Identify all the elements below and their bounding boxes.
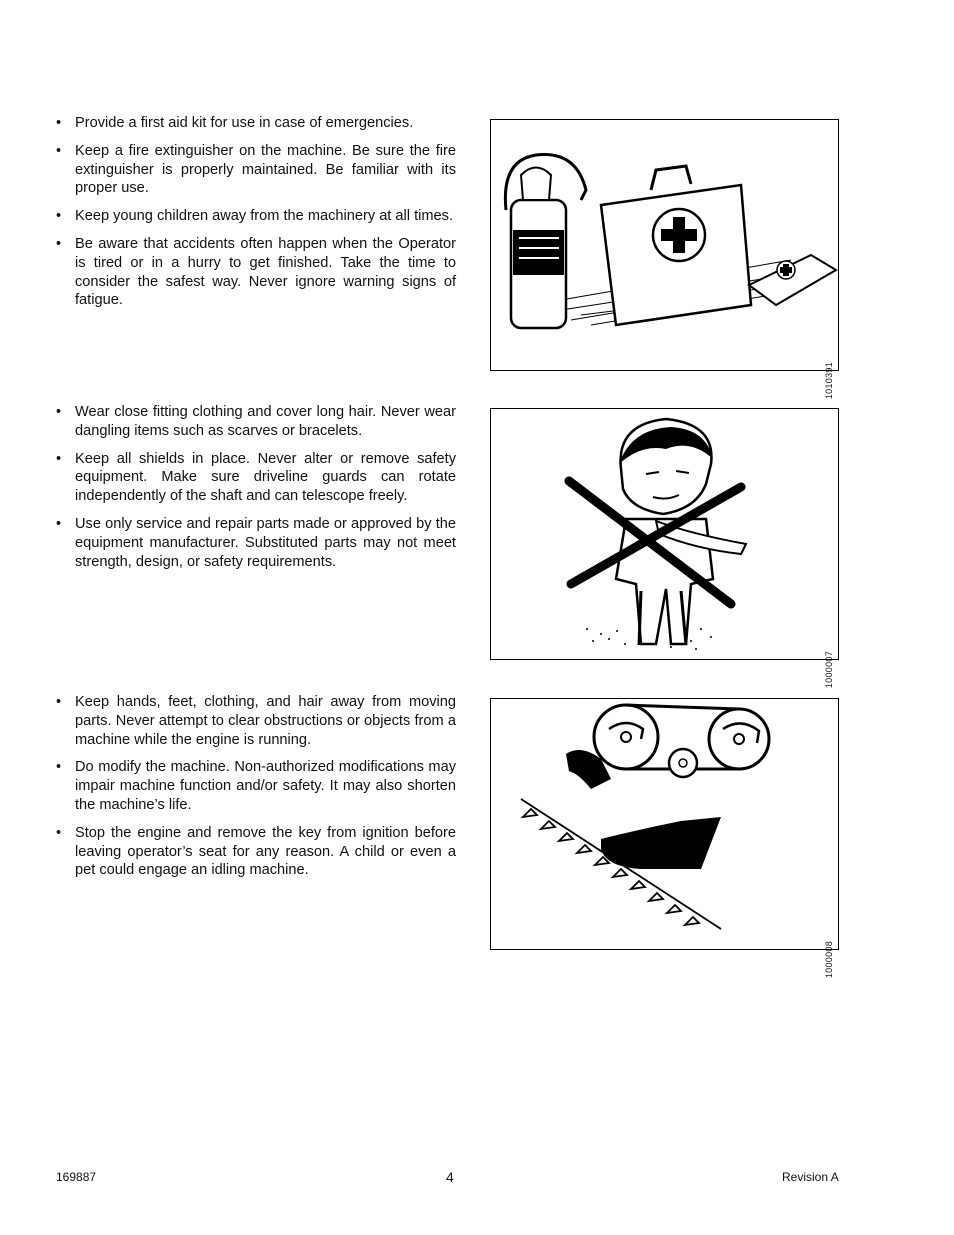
figure-id: 1000008	[824, 941, 834, 979]
bullet-item: • Keep young children away from the machinery at all times.	[56, 207, 456, 226]
revision-label: Revision A	[782, 1170, 839, 1184]
bullet-item: • Use only service and repair parts made or approved by the equipment manufacturer. Substituted parts may not meet strength, design, or safety requirements.	[56, 515, 456, 571]
first-aid-kit-illustration	[490, 119, 839, 400]
safety-section-moving-parts	[0, 693, 954, 979]
bullet-item: • Keep a fire extinguisher on the machine. Be sure the fire extinguisher is properly maintained. Be familiar with its proper use.	[56, 142, 456, 198]
first-aid-fire-extinguisher-drawing	[491, 120, 838, 370]
safety-section-clothing	[0, 403, 954, 689]
bullet-text-column	[56, 693, 456, 889]
bullet-text-column	[56, 403, 456, 580]
safety-section-first-aid	[0, 114, 954, 400]
page-number: 4	[446, 1169, 454, 1185]
bullet-item: • Be aware that accidents often happen when the Operator is tired or in a hurry to get finished. Take the time to consider the safest way. Never ignore warning signs of fatigue.	[56, 235, 456, 310]
moving-parts-illustration	[490, 698, 839, 979]
bullet-item: • Wear close fitting clothing and cover long hair. Never wear dangling items such as scarves or bracelets.	[56, 403, 456, 441]
person-with-scarf-crossed-out-drawing	[491, 409, 838, 659]
bullet-item: • Do modify the machine. Non-authorized modifications may impair machine function and/or safety. It may also shorten the machine’s life.	[56, 758, 456, 814]
figure-id: 1000007	[824, 651, 834, 689]
bullet-item: • Stop the engine and remove the key from ignition before leaving operator’s seat for any reason. A child or even a pet could engage an idling machine.	[56, 824, 456, 880]
belt-drive-and-cutterbar-drawing	[491, 699, 838, 949]
bullet-item: • Keep hands, feet, clothing, and hair away from moving parts. Never attempt to clear obstructions or objects from a machine while the engine is running.	[56, 693, 456, 749]
bullet-list	[56, 693, 456, 880]
bullet-text-column	[56, 114, 456, 319]
bullet-list	[56, 114, 456, 310]
loose-clothing-warning-illustration	[490, 408, 839, 689]
bullet-item: • Provide a first aid kit for use in case of emergencies.	[56, 114, 456, 133]
figure-id: 1010391	[824, 362, 834, 400]
document-number: 169887	[56, 1170, 97, 1184]
bullet-item: • Keep all shields in place. Never alter or remove safety equipment. Make sure driveline guards can rotate independently of the shaft and can telescope freely.	[56, 450, 456, 506]
bullet-list	[56, 403, 456, 571]
